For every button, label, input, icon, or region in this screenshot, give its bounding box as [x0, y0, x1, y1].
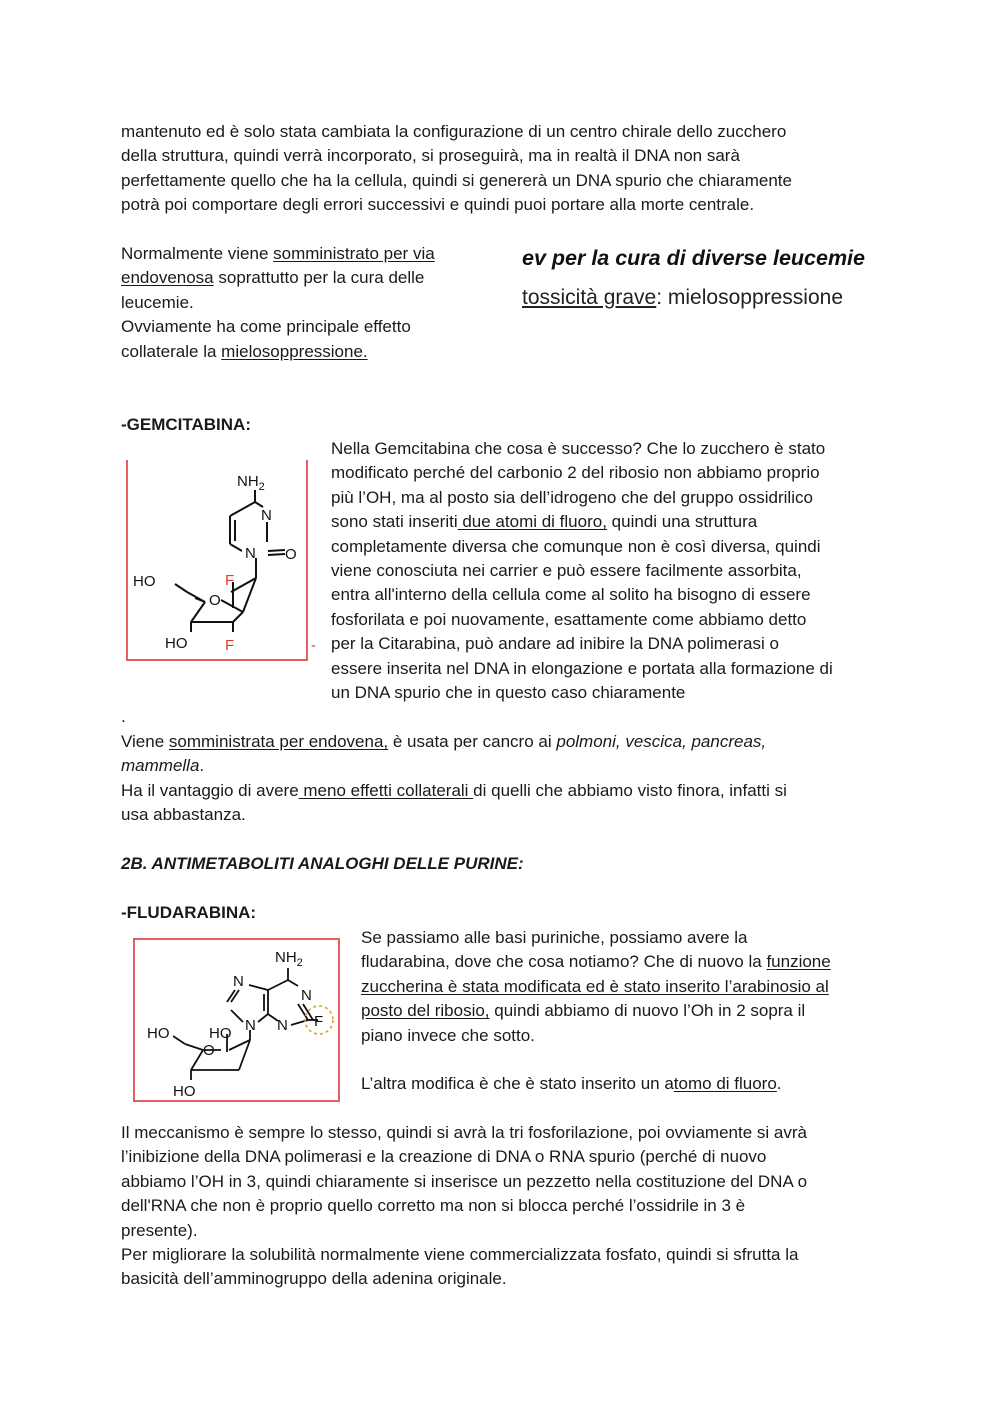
gemcitabina-usage-paragraph: Viene somministrata per endovena, è usata per cancro ai polmoni, vescica, pancreas, mammella. Ha il vantaggio di avere meno effetti collaterali di quelli che abbiamo visto finora, infatti si usa abbastanza.	[121, 732, 787, 825]
underlined-text: posto del ribosio,	[361, 1001, 490, 1021]
n-label: N	[245, 1017, 256, 1034]
ho-label: HO	[165, 635, 188, 652]
fludarabina-description: Se passiamo alle basi puriniche, possiamo avere la fludarabina, dove che cosa notiamo? Che di nuovo la funzione zuccherina è stata modificata ed è stato inserito l’arabinosio al posto del ribosio, quindi abbiamo di nuovo l’Oh in 2 sopra il piano invece che sotto. L’altra modifica è che è stato inserito un atomo di fluoro.	[361, 928, 831, 1094]
nh2-label: $NH_2$	[237, 473, 265, 493]
mechanism-paragraph: Il meccanismo è sempre lo stesso, quindi si avrà la tri fosforilazione, poi ovviamente si avrà l’inibizione della DNA polimerasi e la creazione di DNA o RNA spurio (perché di nuovo abbiamo l’OH in 3, quindi chiaramente si inserisce un pezzetto nella costituzione del DNA o dell'RNA che non è proprio quello corretto ma non si blocca perché l’ossidrile in 3 è presente). Per migliorare la solubilità normalmente viene commercializzata fosfato, quindi si sfrutta la basicità dell’amminogruppo della adenina originale.	[121, 1123, 808, 1289]
intro-paragraph	[121, 120, 881, 218]
o-label: O	[203, 1042, 215, 1059]
gemcitabina-description: Nella Gemcitabina che cosa è successo? Che lo zucchero è stato modificato perché del carbonio 2 del ribosio non abbiamo proprio più l’OH, ma al posto sia dell’idrogeno che del gruppo ossidrilico sono stati inseriti due atomi di fluoro, quindi una struttura completamente diversa che comunque non è così diversa, quindi viene conosciuta nei carrier e può essere facilmente assorbita, entra all'interno della cellula come al solito ha bisogno di essere fosforilata e poi nuovamente, esattamente come abbiamo detto per la Citarabina, può andare ad inibire la DNA polimerasi o essere inserita nel DNA in elongazione e portata alla formazione di un DNA spurio che in questo caso chiaramente	[331, 439, 833, 703]
intro-line: potrà poi comportare degli errori successivi e quindi puoi portare alla morte centrale.	[121, 195, 755, 215]
gemcitabina-structure-image	[125, 460, 325, 665]
n-label: N	[245, 545, 256, 562]
underlined-text: meno effetti collaterali	[298, 780, 474, 800]
underlined-text: endovenosa	[121, 268, 214, 288]
fludarabina-heading: -FLUDARABINA:	[121, 903, 257, 922]
intro-line: perfettamente quello che ha la cellula, quindi si genererà un DNA spurio che chiaramente	[121, 170, 792, 190]
n-label: N	[277, 1017, 288, 1034]
administration-paragraph: Normalmente viene somministrato per via endovenosa soprattutto per la cura delle leucemie. Ovviamente ha come principale effetto collaterale la mielosoppressione.	[121, 244, 435, 361]
fludarabina-structure-image	[133, 938, 341, 1104]
stray-dot: .	[121, 707, 126, 726]
intro-line: mantenuto ed è solo stata cambiata la configurazione di un centro chirale dello zucchero	[121, 122, 787, 141]
n-label: N	[233, 973, 244, 990]
underlined-text: due atomi di fluoro,	[457, 512, 607, 532]
underlined-text: zuccherina è stata modificata ed è stato inserito l’arabinosio al	[361, 976, 829, 996]
fluorine-label: F	[314, 1013, 324, 1030]
n-label: N	[301, 987, 312, 1004]
intro-line: della struttura, quindi verrà incorporato, si proseguirà, ma in realtà il DNA non sarà	[121, 146, 740, 166]
nh2-label: $NH_2$	[275, 949, 303, 969]
ho-label: HO	[133, 573, 156, 590]
dash-mark: -	[311, 637, 316, 654]
slide-excerpt-image	[522, 240, 902, 320]
underlined-text: somministrata per endovena,	[168, 732, 389, 751]
fluorine-label: F	[225, 637, 235, 654]
fluorine-label: F	[225, 572, 235, 589]
slide-line: ev per la cura di diverse leucemie	[522, 246, 865, 270]
o-label: O	[209, 592, 221, 609]
ho-label: HO	[147, 1025, 170, 1042]
o-label: O	[285, 546, 297, 563]
ho-label: HO	[173, 1083, 196, 1100]
n-label: N	[261, 507, 272, 524]
underlined-text: funzione	[766, 952, 831, 972]
underlined-text: tomo di fluoro	[673, 1074, 777, 1094]
gemcitabina-heading: -GEMCITABINA:	[121, 415, 251, 434]
ho-label: HO	[209, 1025, 232, 1042]
slide-line: tossicità grave: mielosoppressione	[522, 286, 843, 309]
section-2b-heading: 2B. ANTIMETABOLITI ANALOGHI DELLE PURINE:	[121, 854, 524, 873]
underlined-text: somministrato per via	[273, 244, 435, 263]
underlined-text: mielosoppressione.	[221, 341, 368, 361]
